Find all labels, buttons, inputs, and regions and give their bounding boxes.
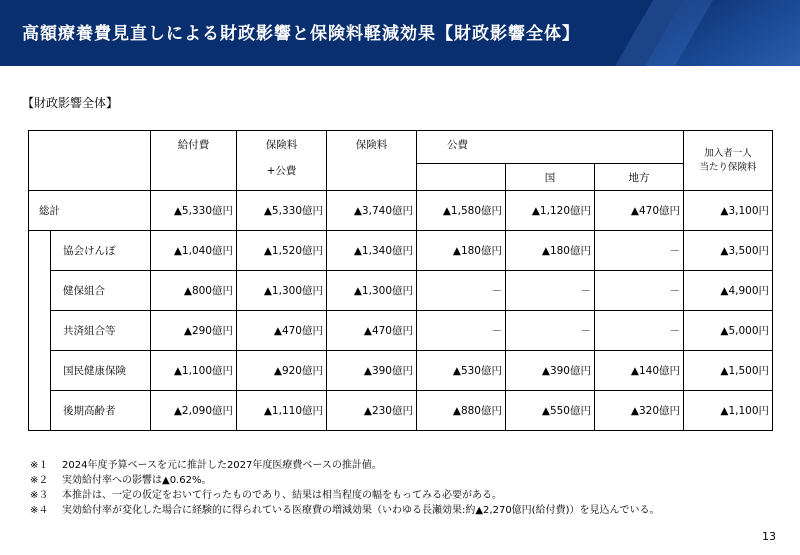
value-cell: ▲1,110億円 [237, 391, 327, 431]
footnote-item [30, 488, 660, 503]
row-label: 協会けんぽ [51, 231, 151, 271]
value-cell: ▲1,100億円 [151, 351, 237, 391]
value-cell: ▲5,000円 [684, 311, 773, 351]
header-blank-cell [29, 131, 151, 191]
header-kuni: 国 [506, 164, 595, 191]
value-cell: ▲140億円 [595, 351, 684, 391]
header-hokenryo-kohi [237, 131, 327, 191]
row-label: 共済組合等 [51, 311, 151, 351]
value-cell: ▲180億円 [506, 231, 595, 271]
value-cell: ▲180億円 [417, 231, 506, 271]
table-row [29, 191, 773, 231]
indent-cell [29, 351, 51, 391]
value-cell: ▲550億円 [506, 391, 595, 431]
value-cell: ▲3,100円 [684, 191, 773, 231]
footnote-mark: ※３ [30, 490, 49, 501]
value-cell: ▲5,330億円 [237, 191, 327, 231]
value-cell: － [417, 271, 506, 311]
value-cell: ▲290億円 [151, 311, 237, 351]
section-subtitle: 【財政影響全体】 [22, 96, 119, 110]
row-label: 国民健康保険 [51, 351, 151, 391]
value-cell: ▲5,330億円 [151, 191, 237, 231]
value-cell: ▲1,040億円 [151, 231, 237, 271]
header-hokenryo-kohi-line1: 保険料 [265, 139, 298, 151]
header-chiho: 地方 [595, 164, 684, 191]
header-per-person-line2: 当たり保険料 [699, 161, 757, 173]
indent-cell [29, 391, 51, 431]
financial-impact-table [28, 130, 773, 431]
value-cell: ▲1,300億円 [327, 271, 417, 311]
footnote-text: 本推計は、一定の仮定をおいて行ったものであり、結果は相当程度の幅をもってみる必要がある。 [62, 490, 502, 501]
value-cell: － [595, 231, 684, 271]
page-number: 13 [762, 530, 776, 543]
value-cell: ▲1,100円 [684, 391, 773, 431]
value-cell: － [595, 271, 684, 311]
value-cell: ▲1,340億円 [327, 231, 417, 271]
header-kyufu: 給付費 [151, 131, 237, 191]
indent-cell [29, 271, 51, 311]
row-label: 後期高齢者 [51, 391, 151, 431]
value-cell: ▲880億円 [417, 391, 506, 431]
value-cell: － [595, 311, 684, 351]
value-cell: ▲230億円 [327, 391, 417, 431]
table-row [29, 231, 773, 271]
table-row [29, 311, 773, 351]
value-cell: ▲470億円 [237, 311, 327, 351]
table-row [29, 391, 773, 431]
indent-cell [29, 311, 51, 351]
value-cell: ▲390億円 [506, 351, 595, 391]
table-row [29, 271, 773, 311]
value-cell: － [417, 311, 506, 351]
footnote-item [30, 458, 660, 473]
header-banner [0, 0, 800, 66]
row-label: 総計 [29, 191, 151, 231]
value-cell: ▲3,500円 [684, 231, 773, 271]
table-row [29, 351, 773, 391]
value-cell: ▲2,090億円 [151, 391, 237, 431]
header-kohi-sub-blank [417, 164, 506, 191]
header-per-person [684, 131, 773, 191]
value-cell: ▲1,500円 [684, 351, 773, 391]
header-kohi: 公費 [417, 131, 684, 164]
footnote-item [30, 473, 660, 488]
value-cell: ▲1,300億円 [237, 271, 327, 311]
footnote-mark: ※２ [30, 475, 49, 486]
value-cell: ▲470億円 [595, 191, 684, 231]
row-label: 健保組合 [51, 271, 151, 311]
value-cell: ▲390億円 [327, 351, 417, 391]
indent-cell [29, 231, 51, 271]
footnote-text: 2024年度予算ベースを元に推計した2027年度医療費ベースの推計値。 [62, 460, 382, 471]
value-cell: ▲920億円 [237, 351, 327, 391]
value-cell: ▲1,520億円 [237, 231, 327, 271]
value-cell: ▲470億円 [327, 311, 417, 351]
value-cell: ▲800億円 [151, 271, 237, 311]
value-cell: ▲3,740億円 [327, 191, 417, 231]
header-hokenryo: 保険料 [327, 131, 417, 191]
header-per-person-line1: 加入者一人 [704, 147, 752, 159]
value-cell: ▲530億円 [417, 351, 506, 391]
header-hokenryo-kohi-line2: +公費 [266, 165, 297, 177]
page-title: 高額療養費見直しによる財政影響と保険料軽減効果【財政影響全体】 [22, 24, 580, 44]
value-cell: － [506, 311, 595, 351]
footnote-text: 実効給付率への影響は▲0.62%。 [62, 475, 212, 486]
footnote-mark: ※１ [30, 460, 49, 471]
value-cell: ▲1,580億円 [417, 191, 506, 231]
footnotes [30, 458, 660, 518]
value-cell: ▲1,120億円 [506, 191, 595, 231]
value-cell: ▲4,900円 [684, 271, 773, 311]
footnote-mark: ※４ [30, 505, 49, 516]
value-cell: ▲320億円 [595, 391, 684, 431]
footnote-item [30, 503, 660, 518]
footnote-text: 実効給付率が変化した場合に経験的に得られている医療費の増減効果（いわゆる長瀬効果:約▲2,270億円(給付費)）を見込んでいる。 [62, 505, 660, 516]
value-cell: － [506, 271, 595, 311]
